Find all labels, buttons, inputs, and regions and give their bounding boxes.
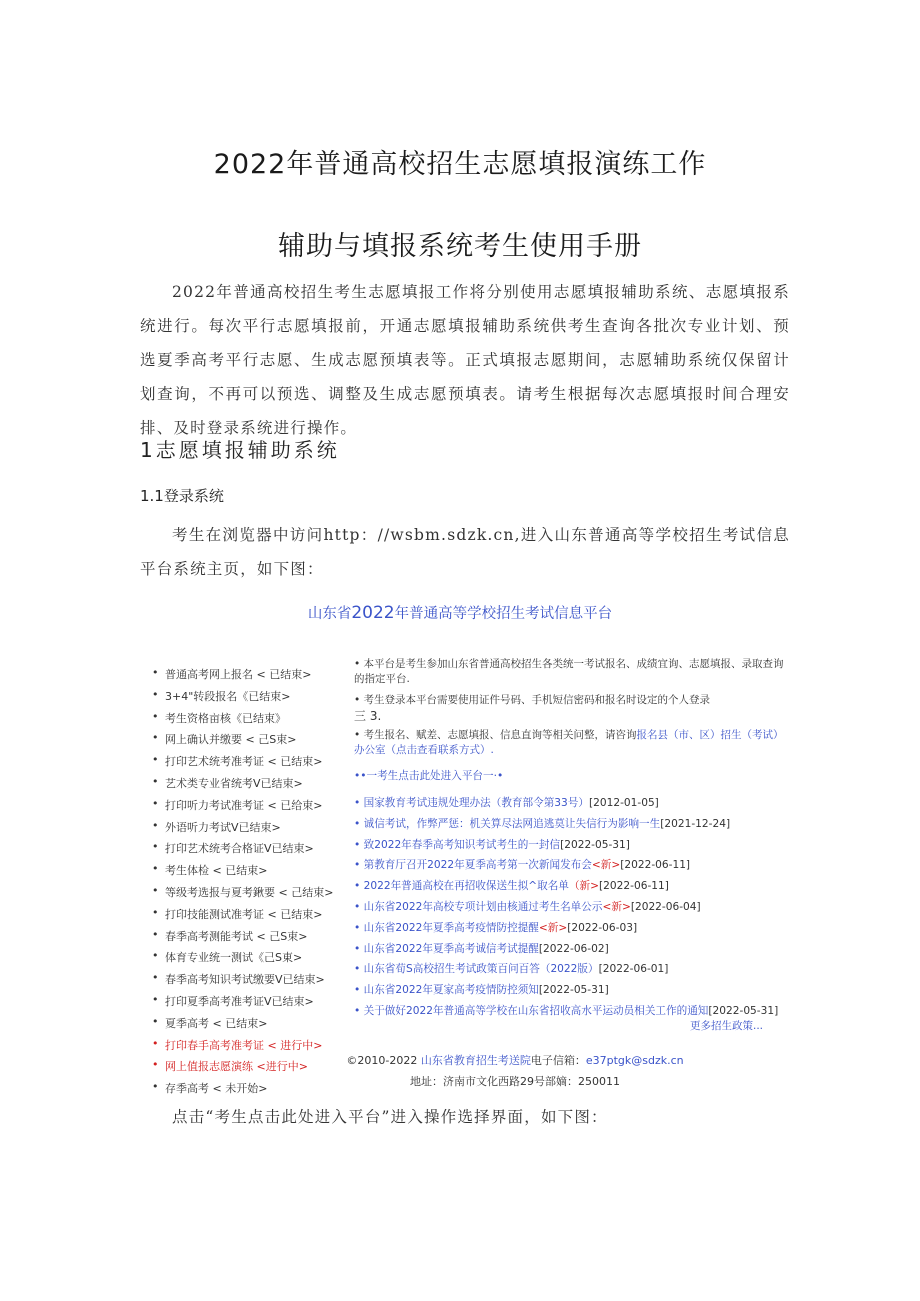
new-badge: （新>	[568, 880, 600, 893]
news-title[interactable]: 诚信考试，作弊严惩：机关算尽法网追逃莫让失信行为影响一生	[363, 817, 661, 830]
news-title[interactable]: 山东省2022年夏季高考诚信考试提醒	[363, 942, 539, 955]
news-date: [2022-06-02]	[538, 942, 609, 955]
section-heading-1-1: 1.1登录系统	[140, 487, 224, 505]
news-title[interactable]: 关于做好2022年普通高等学校在山东省招收高水平运动员相关工作的通知	[363, 1005, 709, 1017]
news-title[interactable]: 山东省2022年夏季高考疫情防控提醒	[363, 921, 539, 934]
news-title[interactable]: 第教育厅召开2022年夏季高考第一次新闻发布会	[363, 859, 592, 872]
left-menu-item[interactable]: • 打印春手高考准考证 < 进行中>	[165, 1037, 322, 1053]
news-item[interactable]: • 山东省2022年高校专项计划由核通过考生名单公示<新>[2022-06-04]	[354, 901, 701, 913]
news-date: [2022-06-11]	[599, 880, 669, 893]
left-menu-item[interactable]: • 体育专业统一测试《己S東>	[165, 949, 302, 965]
news-date: [2022-05-31]	[560, 838, 630, 851]
left-menu-item[interactable]: • 等级考选报与夏考鍬要 < 己结束>	[165, 884, 333, 900]
new-badge: <新>	[538, 921, 568, 934]
news-item[interactable]: • 山东省2022年夏季高考诚信考试提醒[2022-06-02]	[354, 942, 609, 955]
footer-email-link[interactable]: e37ptgk@sdzk.cn	[585, 1054, 684, 1067]
news-date: [2022-06-03]	[567, 921, 638, 934]
news-date: [2022-06-11]	[620, 859, 691, 872]
login-paragraph: 考生在浏览器中访问http：//wsbm.sdzk.cn,进入山东普通高等学校招生考试信息平台系统主页，如下图：	[140, 526, 790, 578]
news-date: [2012-01-05]	[588, 797, 659, 809]
news-item[interactable]: • 第教育厅召开2022年夏季高考第一次新闻发布会<新>[2022-06-11]	[354, 859, 691, 872]
new-badge: <新>	[591, 859, 621, 872]
news-item[interactable]: • 国家教育考试违规处理办法（教育部令第33号）[2012-01-05]	[354, 797, 659, 809]
platform-note-3: • 考生报名、赋差、志愿填报、信息直询等相关问整，请咨询报名县（市、区）招生（考试）办公室（点击查看联系方式）.	[354, 729, 784, 756]
left-menu-item[interactable]: • 考生资格亩核《已结束》	[165, 710, 286, 726]
news-item[interactable]: • 致2022年春季高考知识考试考生的一封信[2022-05-31]	[354, 838, 630, 851]
left-menu-item[interactable]: • 打印夏季高考准考证Ⅴ已结束>	[165, 993, 314, 1009]
news-title[interactable]: 国家教育考试违规处理办法（教育部令第33号）	[363, 797, 589, 809]
left-menu-item[interactable]: • 打印听力考试准考证 < 已给束>	[165, 797, 322, 813]
left-menu-item[interactable]: • 存季高考 < 未开始>	[165, 1080, 267, 1096]
left-menu-item[interactable]: • 考生体检 < 已结束>	[165, 862, 267, 878]
more-policies-link[interactable]: 更多招生政策...	[690, 1020, 764, 1032]
new-badge: <新>	[602, 901, 631, 913]
left-menu-item[interactable]: • 夏季高考 < 已结束>	[165, 1015, 267, 1031]
footer-copyright: ©2010-2022 山东省教育招生考送院电子信箱：e37ptgk@sdzk.cn	[346, 1054, 684, 1067]
news-item[interactable]: • 山东省2022年夏家高考疫情防控须知[2022-05-31]	[354, 984, 609, 997]
left-menu-item[interactable]: • 网上确认并缴要 < 己S束>	[165, 731, 296, 747]
news-title[interactable]: 山东省2022年高校专项计划由核通过考生名单公示	[363, 901, 603, 913]
left-menu-item[interactable]: • 艺术类专业省统考Ⅴ已结束>	[165, 775, 303, 791]
news-title[interactable]: 山东省荀S高校招生考试政策百问百答（2022版）	[363, 963, 599, 976]
left-menu-item[interactable]: • 普通高考网上报名 < 已结束>	[165, 666, 311, 682]
news-item[interactable]: • 山东省2022年夏季高考疫情防控提醒<新>[2022-06-03]	[354, 921, 638, 934]
platform-title: 山东省2022年普通高等学校招生考试信息平台	[307, 603, 613, 623]
document-title-line-1: 2022年普通高校招生志愿填报演练工作	[213, 149, 707, 180]
news-item[interactable]: • 2022年普通高校在再招收保送生拟^取名单（新>[2022-06-11]	[354, 880, 669, 893]
left-menu-item[interactable]: • 打印艺术统考准考证 < 已结束>	[165, 753, 322, 769]
platform-note-2-tail: 三 3.	[354, 709, 382, 723]
left-menu-item[interactable]: • 春季高考测能考试 < 己S束>	[165, 928, 307, 944]
contact-office-link[interactable]: 报名县（市、区）招生（考试）办公室（点击查看联系方式）.	[354, 729, 784, 756]
news-item[interactable]: • 关于做好2022年普通高等学校在山东省招收高水平运动员相关工作的通知[2022-05-31]	[354, 1005, 779, 1017]
footer-address: 地址：济南市文化西路29号部嫡：250011	[410, 1075, 620, 1088]
news-date: [2022-05-31]	[538, 984, 609, 997]
platform-note-1: • 本平台是考生参加山东省普通高校招生各类统一考试报名、成绩宜询、志愿填报、录取查询的指定平台.	[354, 658, 784, 685]
section-heading-1: 1志愿填报辅助系统	[140, 438, 340, 462]
news-item[interactable]: • 诚信考试，作弊严惩：机关算尽法网追逃莫让失信行为影响一生[2021-12-24]	[354, 817, 731, 830]
left-menu-item[interactable]: • 外语听力考试Ⅴ已结束>	[165, 819, 281, 835]
news-title[interactable]: 致2022年春季高考知识考试考生的一封信	[363, 838, 561, 851]
left-menu-item[interactable]: • 打印艺术统考合格证Ⅴ已结束>	[165, 840, 314, 856]
left-menu-item[interactable]: • 打印技能测试准考证 < 已结束>	[165, 906, 322, 922]
platform-note-2: • 考生登录本平台需要使用证件号码、手机短信密码和报名时设定的个人登录	[354, 694, 711, 706]
left-menu-item[interactable]: • 网上值报志愿演练 <进行中>	[165, 1058, 308, 1074]
news-date: [2022-06-04]	[630, 901, 701, 913]
footer-org-link[interactable]: 山东省教育招生考送院	[420, 1054, 531, 1067]
enter-platform-paragraph: 点击“考生点击此处进入平台”进入操作选择界面，如下图：	[172, 1108, 608, 1126]
news-item[interactable]: • 山东省荀S高校招生考试政策百问百答（2022版）[2022-06-01]	[354, 963, 669, 976]
left-menu-item[interactable]: • 3+4"转段报名《已结束>	[165, 688, 291, 704]
left-menu-item[interactable]: • 春季高考知识考试缴要Ⅴ已结束>	[165, 971, 325, 987]
enter-platform-link[interactable]: ••一考生点击此处进入平台一·•	[354, 770, 504, 782]
document-title-line-2: 辅助与填报系统考生使用手册	[278, 231, 642, 262]
intro-paragraph: 2022年普通高校招生考生志愿填报工作将分别使用志愿填报辅助系统、志愿填报系统进行。每次平行志愿填报前，开通志愿填报辅助系统供考生查询各批次专业计划、预选夏季高考平行志愿、生成志愿预填表等。正式填报志愿期间，志愿辅助系统仅保留计划查询，不再可以预选、调整及生成志愿预填表。请考生根据每次志愿填报时间合理安排、及时登录系统进行操作。	[140, 283, 790, 437]
news-date: [2021-12-24]	[660, 817, 731, 830]
news-date: [2022-06-01]	[598, 963, 669, 976]
news-title[interactable]: 2022年普通高校在再招收保送生拟^取名单	[363, 880, 569, 893]
news-title[interactable]: 山东省2022年夏家高考疫情防控须知	[363, 984, 539, 997]
news-date: [2022-05-31]	[708, 1005, 779, 1017]
